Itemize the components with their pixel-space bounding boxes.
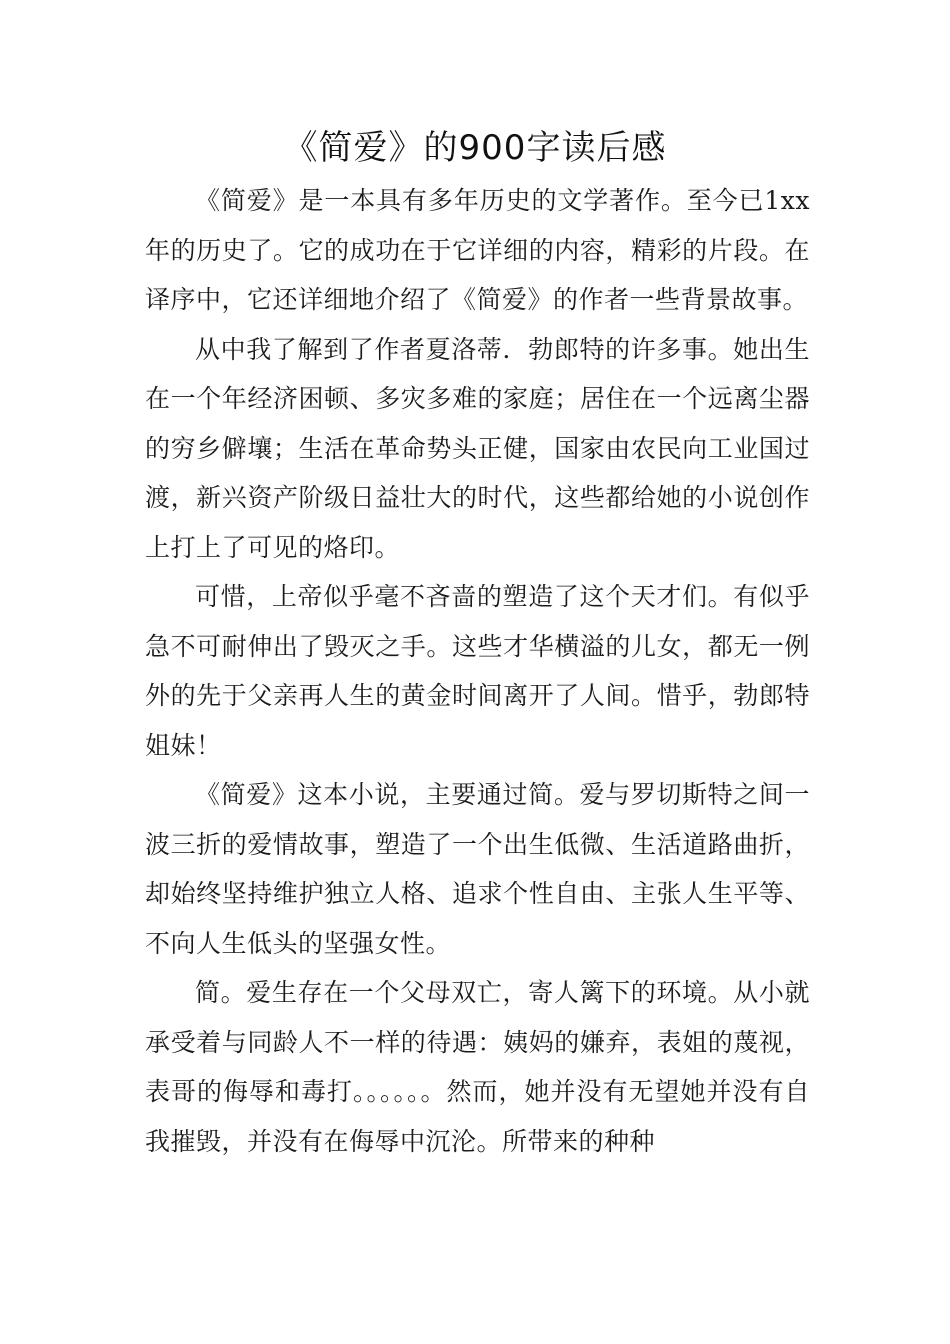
document-title: 《简爱》的900字读后感 (283, 128, 667, 168)
document-body (145, 176, 810, 1166)
paragraph: 从中我了解到了作者夏洛蒂．勃郎特的许多事。她出生在一个年经济困顿、多灾多难的家庭；居住在一个远离尘器的穷乡僻壤；生活在革命势头正健，国家由农民向工业国过渡，新兴资产阶级日益壮大的时代，这些都给她的小说创作上打上了可见的烙印。 (145, 334, 810, 562)
paragraph: 《简爱》这本小说，主要通过简。爱与罗切斯特之间一波三折的爱情故事，塑造了一个出生低微、生活道路曲折，却始终坚持维护独立人格、追求个性自由、主张人生平等、不向人生低头的坚强女性。 (145, 780, 810, 958)
paragraph: 《简爱》是一本具有多年历史的文学著作。至今已1xx年的历史了。它的成功在于它详细的内容，精彩的片段。在译序中，它还详细地介绍了《简爱》的作者一些背景故事。 (145, 186, 810, 314)
paragraph: 可惜，上帝似乎毫不吝啬的塑造了这个天才们。有似乎急不可耐伸出了毁灭之手。这些才华横溢的儿女，都无一例外的先于父亲再人生的黄金时间离开了人间。惜乎，勃郎特姐妹！ (145, 582, 810, 760)
paragraph: 简。爱生存在一个父母双亡，寄人篱下的环境。从小就承受着与同龄人不一样的待遇：姨妈的嫌弃，表姐的蔑视，表哥的侮辱和毒打。。。。。。然而，她并没有无望她并没有自我摧毁，并没有在侮辱中沉沦。所带来的种种 (145, 978, 810, 1156)
